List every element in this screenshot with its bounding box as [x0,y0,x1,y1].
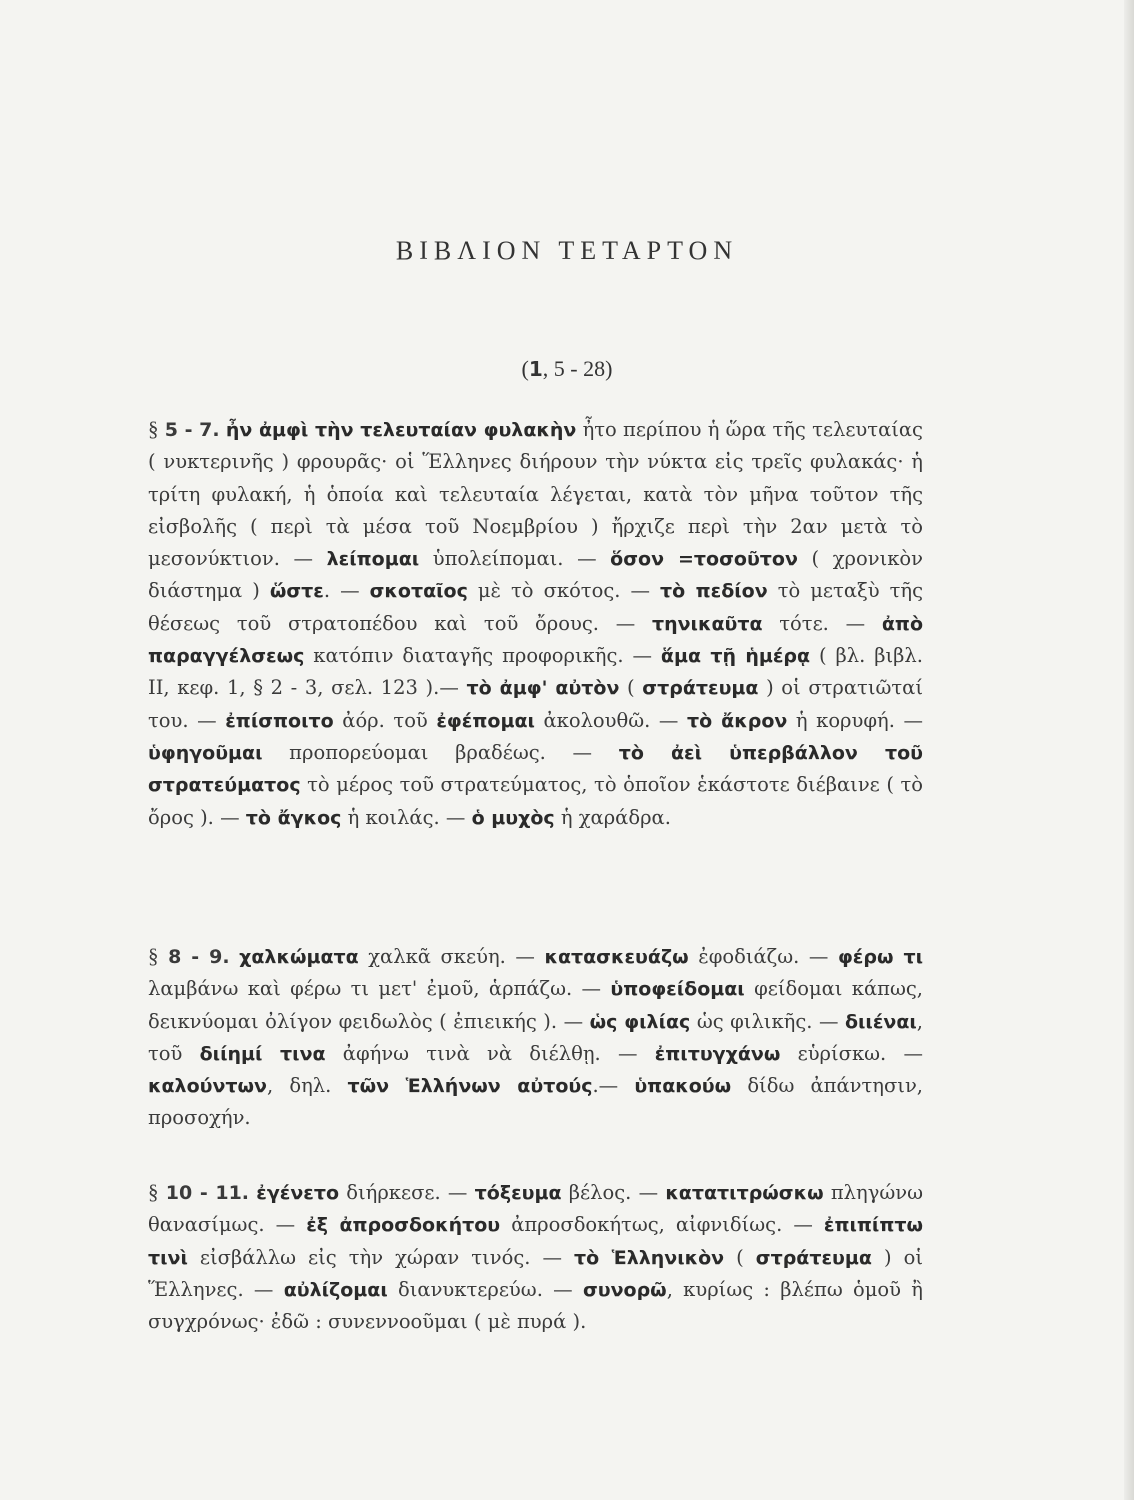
section-number: 8 - 9. [168,946,230,968]
gloss: κατόπιν διαταγῆς προφορικῆς. — [304,644,661,668]
gloss: εὑρίσκω. — [780,1041,923,1065]
section-number: 10 - 11. [165,1182,250,1204]
lemma: χαλκώματα [239,946,359,968]
range-chapter-number: 1 [528,357,543,381]
lemma: ἀπὸ παραγγέλσεως [148,612,923,668]
book-title: ΒΙΒΛΙΟΝ ΤΕΤΑΡΤΟΝ [395,236,739,265]
gloss: ( βλ. βιβλ. II, κεφ. 1, § 2 - 3, σελ. 123 ).— [148,644,923,700]
gloss: φείδομαι κάπως, δεικνύομαι ὀλίγον φειδωλὸς ( ἐπιεικής ). — [148,977,923,1033]
lemma: τὸ ἀμφ' αὐτὸν [466,677,620,700]
lemma: ἐπίσποιτο [225,709,334,732]
gloss: ἀπροσδοκήτως, αἰφνιδίως. — [500,1213,824,1237]
lemma: φέρω τι [837,946,923,968]
gloss: ἡ χαράδρα. [554,805,671,829]
gloss: . — [323,579,370,603]
gloss: ἐφοδιάζω. — [688,945,838,968]
gloss: μὲ τὸ σκότος. — [467,579,660,603]
gloss: ( χρονικὸν διάστημα ) [148,547,923,603]
lemma: ἐφέπομαι [436,709,535,732]
lemma: τῶν Ἑλλήνων αὐτούς [347,1075,593,1098]
lemma: ὅσον =τοσοῦτον [610,548,798,571]
gloss: , κυρίως : βλέπω ὁμοῦ ἢ συγχρόνως· ἐδῶ : συνεννοοῦμαι ( μὲ πυρά ). [148,1277,923,1334]
gloss: ) οἱ στρατιῶταί του. — [148,676,923,732]
section-10-11 [148,1176,923,1338]
range-open-paren: ( [521,356,529,381]
gloss: χαλκᾶ σκεύη. — [358,945,545,968]
gloss: βέλος. — [561,1181,666,1204]
lemma: τὸ Ἑλληνικὸν [574,1246,725,1269]
section-number: 5 - 7. [164,419,220,441]
lemma: στράτευμα [755,1246,872,1269]
lemma: τὸ πεδίον [660,580,768,603]
gloss: λαμβάνω καὶ φέρω τι μετ' ἐμοῦ, ἁρπάζω. — [148,977,611,1001]
gloss: ἦτο περίπου ἡ ὥρα τῆς τελευταίας ( νυκτερινῆς ) φρουρᾶς· οἱ Ἕλληνες διήρουν τὴν νύκτα εἰς τρεῖς φυλακάς· ἡ τρίτη φυλακή, ἡ ὁποία καὶ τελευταία λέγεται, κατὰ τὸν μῆνα τοῦτον τῆς εἰσβολῆς ( περὶ τὰ μέσα τοῦ Νοεμβρίου ) ἤρχιζε περὶ τὴν 2αν μετὰ τὸ μεσονύκτιον. — [148,418,923,571]
lemma: τηνικαῦτα [651,612,763,635]
lemma: αὐλίζομαι [283,1278,388,1301]
gloss: τὸ μέρος τοῦ στρατεύματος, τὸ ὁποῖον ἑκάστοτε διέβαινε ( τὸ ὄρος ). — [148,773,923,829]
range-close-paren: ) [605,356,613,381]
gloss: πληγώνω θανασίμως. — [148,1181,924,1237]
lemma: τὸ ἄκρον [687,709,788,732]
section-5-7 [148,413,923,834]
gloss: ( [724,1245,756,1269]
gloss: ἀφήνω τινὰ νὰ διέλθῃ. — [325,1041,655,1065]
gloss: .— [592,1074,635,1098]
gloss: δίδω ἀπάντησιν, προσοχήν. [148,1074,923,1130]
gloss: ὑπολείπομαι. — [419,547,611,571]
section-symbol: § [148,417,159,441]
lemma: ὑποφείδομαι [610,978,745,1001]
lemma: ἐπιπίπτω τινὶ [148,1214,924,1269]
gloss: προπορεύομαι βραδέως. — [262,740,619,764]
lemma: διιέναι [844,1010,917,1033]
gloss: , τοῦ [148,1009,923,1065]
lemma: ὑπακούω [634,1075,732,1098]
lemma: στράτευμα [642,677,759,700]
lemma: ὑφηγοῦμαι [148,741,263,764]
lemma: καλούντων [148,1075,267,1098]
gloss: ) οἱ Ἕλληνες. — [148,1245,923,1301]
lemma: συνορῶ [582,1278,667,1301]
lemma: ὁ μυχὸς [471,806,555,829]
lemma: ὥστε [269,580,324,603]
lemma: ἦν ἀμφὶ τὴν τελευταίαν φυλακὴν [225,419,577,441]
chapter-range [0,356,1134,382]
gloss: ( [619,676,643,700]
lemma: τὸ ἄγκος [245,806,342,829]
section-8-9 [148,940,923,1135]
range-paragraphs: , 5 - 28 [542,356,606,381]
gloss: ἡ κοιλάς. — [341,805,472,829]
section-symbol: § [148,1180,159,1204]
gloss: ἀκολουθῶ. — [534,708,687,732]
scan-page-edge [1124,0,1134,1500]
lemma: τόξευμα [474,1182,562,1204]
lemma: ἐπιτυγχάνω [654,1042,781,1065]
gloss: διανυκτερεύω. — [387,1277,583,1301]
gloss: ἡ κορυφή. — [787,708,923,732]
gloss: εἰσβάλλω εἰς τὴν χώραν τινός. — [187,1245,574,1269]
gloss: τὸ μεταξὺ τῆς θέσεως τοῦ στρατοπέδου καὶ τοῦ ὄρους. — [148,579,923,635]
gloss: ὡς φιλικῆς. — [690,1009,845,1033]
lemma: διίημί τινα [199,1042,326,1065]
lemma: τὸ ἀεὶ ὑπερβάλλον τοῦ στρατεύματος [148,741,923,797]
lemma: κατασκευάζω [544,946,689,968]
lemma: ἐγένετο [256,1182,340,1204]
lemma: ἅμα τῇ ἡμέρᾳ [660,645,811,668]
gloss: τότε. — [762,611,882,635]
gloss: ἀόρ. τοῦ [333,708,437,732]
lemma: ὡς φιλίας [589,1010,691,1033]
lemma: λείπομαι [326,548,420,571]
gloss: , δηλ. [266,1074,348,1098]
section-symbol: § [148,944,159,968]
lemma: ἐξ ἀπροσδοκήτου [306,1214,501,1237]
lemma: σκοταῖος [369,580,468,603]
gloss: διήρκεσε. — [339,1181,475,1204]
lemma: κατατιτρώσκω [665,1182,824,1204]
